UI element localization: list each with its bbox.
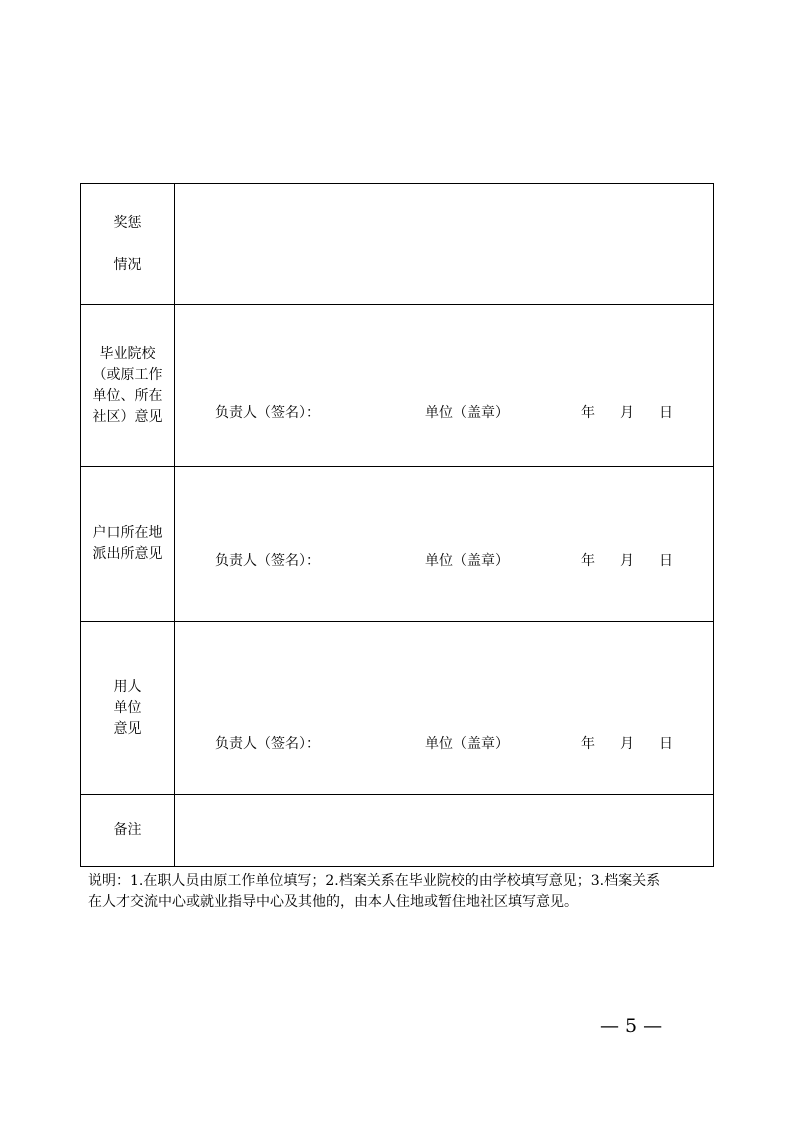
employer-month: 月 [620, 736, 634, 752]
awards-content[interactable] [175, 184, 714, 305]
school-signature-line [215, 403, 713, 423]
police-signature-line [215, 551, 713, 571]
school-person-signature: 负责人（签名）： [215, 405, 320, 421]
employer-opinion-label [81, 622, 175, 795]
employer-label-line-1: 用人 [113, 678, 142, 695]
school-label-line-4: 社区）意见 [92, 408, 163, 425]
school-day: 日 [659, 405, 673, 421]
awards-label-line-2: 情况 [113, 256, 142, 273]
school-label-line-1: 毕业院校 [99, 345, 156, 362]
police-day: 日 [659, 553, 673, 569]
employer-opinion-row [81, 622, 714, 795]
page-number: — 5 — [600, 1015, 663, 1037]
police-unit-seal: 单位（盖章） [425, 553, 509, 569]
employer-unit-seal: 单位（盖章） [425, 736, 509, 752]
instructions-line-2: 在人才交流中心或就业指导中心及其他的，由本人住地或暂住地社区填写意见。 [88, 894, 578, 910]
remarks-content[interactable] [175, 795, 714, 867]
awards-label [81, 184, 175, 305]
awards-row [81, 184, 714, 305]
school-label-line-3: 单位、所在 [92, 387, 163, 404]
police-label-line-2: 派出所意见 [92, 546, 163, 562]
employer-opinion-content[interactable] [175, 622, 714, 795]
remarks-row [81, 795, 714, 867]
form-instructions [88, 871, 728, 913]
police-opinion-label [81, 467, 175, 622]
school-opinion-label [81, 305, 175, 467]
employer-label-line-3: 意见 [113, 720, 142, 737]
employer-label-line-2: 单位 [113, 699, 142, 716]
employer-day: 日 [659, 736, 673, 752]
awards-label-line-1: 奖惩 [113, 214, 142, 231]
school-opinion-row [81, 305, 714, 467]
school-opinion-content[interactable] [175, 305, 714, 467]
school-unit-seal: 单位（盖章） [425, 405, 509, 421]
instructions-line-1: 说明：1.在职人员由原工作单位填写；2.档案关系在毕业院校的由学校填写意见；3.档案关系 [88, 873, 661, 889]
police-label-line-1: 户口所在地 [92, 525, 163, 541]
police-person-signature: 负责人（签名）： [215, 553, 320, 569]
police-month: 月 [620, 553, 634, 569]
employer-year: 年 [581, 736, 595, 752]
employer-signature-line [215, 734, 713, 754]
police-opinion-content[interactable] [175, 467, 714, 622]
police-opinion-row [81, 467, 714, 622]
police-year: 年 [581, 553, 595, 569]
school-month: 月 [620, 405, 634, 421]
school-label-line-2: （或原工作 [92, 366, 163, 383]
employer-person-signature: 负责人（签名）： [215, 736, 320, 752]
application-form-table [80, 183, 714, 867]
school-year: 年 [581, 405, 595, 421]
remarks-label: 备注 [81, 795, 175, 867]
